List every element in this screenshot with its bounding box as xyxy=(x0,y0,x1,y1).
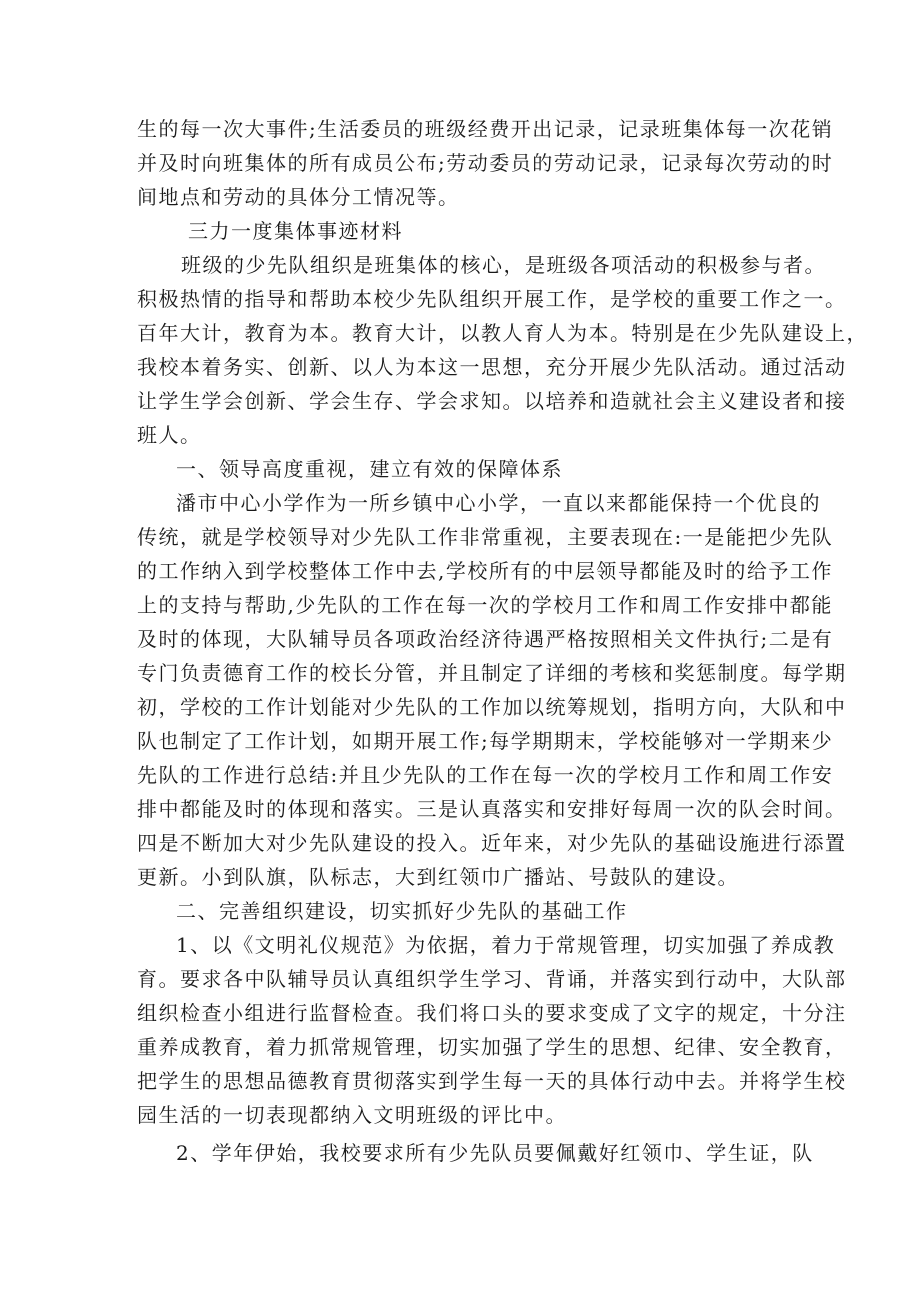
text-line: 更新。小到队旗，队标志，大到红领巾广播站、号鼓队的建设。 xyxy=(137,865,739,889)
text-line: 百年大计，教育为本。教育大计，以教人育人为本。特别是在少先队建设上， xyxy=(137,321,868,345)
section-heading: 一、领导高度重视，建立有效的保障体系 xyxy=(176,457,563,481)
text-line: 四是不断加大对少先队建设的投入。近年来，对少先队的基础设施进行添置 xyxy=(137,831,847,855)
text-line: 我校本着务实、创新、以人为本这一思想，充分开展少先队活动。通过活动 xyxy=(137,355,847,379)
text-line: 班人。 xyxy=(137,423,202,447)
text-line: 上的支持与帮助,少先队的工作在每一次的学校月工作和周工作安排中都能 xyxy=(137,593,833,617)
text-line: 育。要求各中队辅导员认真组织学生学习、背诵，并落实到行动中，大队部 xyxy=(137,967,847,991)
text-line: 重养成教育，着力抓常规管理，切实加强了学生的思想、纪律、安全教育， xyxy=(137,1035,847,1059)
text-line: 积极热情的指导和帮助本校少先队组织开展工作，是学校的重要工作之一。 xyxy=(137,287,847,311)
text-line: 间地点和劳动的具体分工情况等。 xyxy=(137,185,460,209)
text-line: 潘市中心小学作为一所乡镇中心小学，一直以来都能保持一个优良的 xyxy=(176,491,821,515)
section-heading: 二、完善组织建设，切实抓好少先队的基础工作 xyxy=(176,899,628,923)
text-line: 班级的少先队组织是班集体的核心，是班级各项活动的积极参与者。 xyxy=(181,253,826,277)
text-line: 园生活的一切表现都纳入文明班级的评比中。 xyxy=(137,1103,567,1127)
text-line: 排中都能及时的体现和落实。三是认真落实和安排好每周一次的队会时间。 xyxy=(137,797,847,821)
text-line: 1、以《文明礼仪规范》为依据，着力于常规管理，切实加强了养成教 xyxy=(176,933,836,957)
text-line: 2、学年伊始，我校要求所有少先队员要佩戴好红领巾、学生证，队 xyxy=(176,1141,814,1165)
text-line: 先队的工作进行总结:并且少先队的工作在每一次的学校月工作和周工作安 xyxy=(137,763,834,787)
text-line: 的工作纳入到学校整体工作中去,学校所有的中层领导都能及时的给予工作 xyxy=(137,559,833,583)
text-line: 让学生学会创新、学会生存、学会求知。以培养和造就社会主义建设者和接 xyxy=(137,389,847,413)
text-line: 组织检查小组进行监督检查。我们将口头的要求变成了文字的规定，十分注 xyxy=(137,1001,847,1025)
text-line: 并及时向班集体的所有成员公布;劳动委员的劳动记录，记录每次劳动的时 xyxy=(137,151,834,175)
text-line: 把学生的思想品德教育贯彻落实到学生每一天的具体行动中去。并将学生校 xyxy=(137,1069,847,1093)
text-line: 及时的体现，大队辅导员各项政治经济待遇严格按照相关文件执行;二是有 xyxy=(137,627,834,651)
text-line: 初，学校的工作计划能对少先队的工作加以统筹规划，指明方向，大队和中 xyxy=(137,695,847,719)
text-line: 传统，就是学校领导对少先队工作非常重视，主要表现在:一是能把少先队 xyxy=(137,525,834,549)
section-heading: 三力一度集体事迹材料 xyxy=(188,219,403,243)
text-line: 专门负责德育工作的校长分管，并且制定了详细的考核和奖惩制度。每学期 xyxy=(137,661,847,685)
text-line: 生的每一次大事件;生活委员的班级经费开出记录，记录班集体每一次花销 xyxy=(137,117,834,141)
text-line: 队也制定了工作计划，如期开展工作;每学期期末，学校能够对一学期来少 xyxy=(137,729,834,753)
